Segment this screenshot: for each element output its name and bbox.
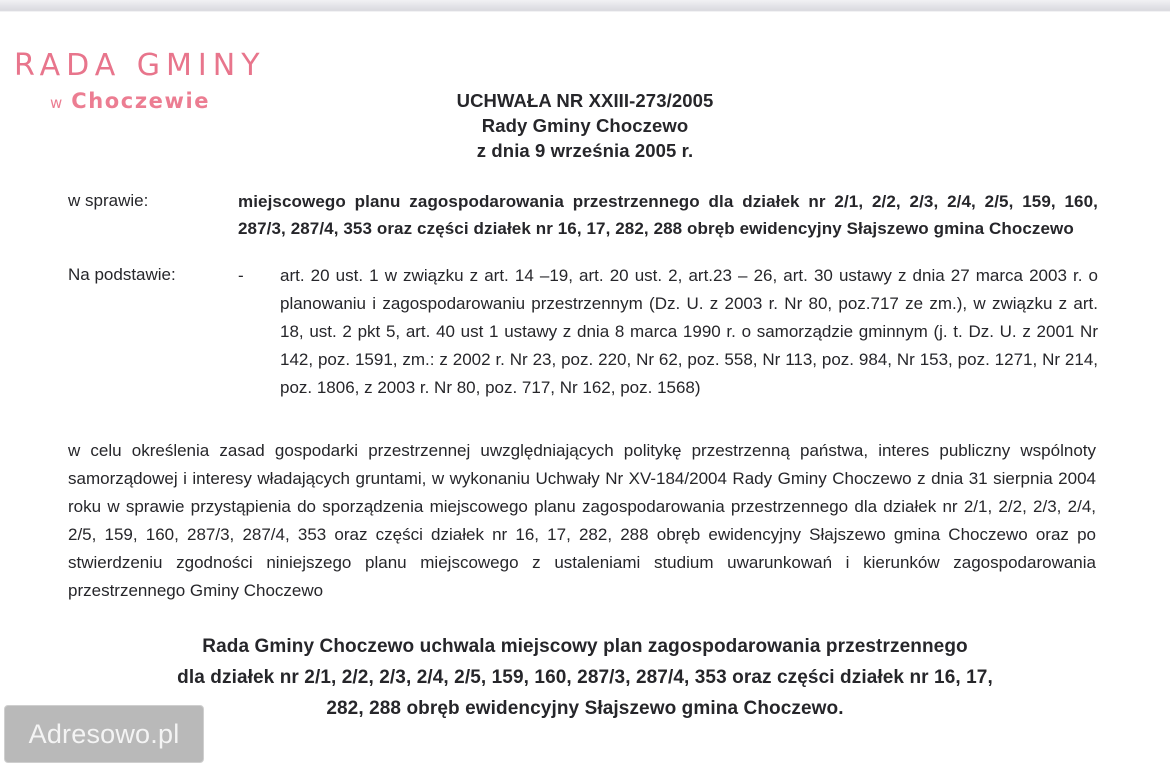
watermark-label: Adresowo.pl xyxy=(28,718,180,749)
title-resolution-number: UCHWAŁA NR XXIII-273/2005 xyxy=(456,90,714,111)
enactment-line-1: Rada Gminy Choczewo uchwala miejscowy plan zagospodarowania przestrzennego xyxy=(202,636,968,657)
letterhead-locality-name: Choczewie xyxy=(71,89,211,113)
adresowo-watermark-badge xyxy=(4,705,204,763)
legal-basis-text: art. 20 ust. 1 w związku z art. 14 –19, art. 20 ust. 2, art.23 – 26, art. 30 ustawy z dnia 27 marca 2003 r. o planowaniu i zagospodarowaniu przestrzennym (Dz. U. z 2003 r. Nr 80, poz.717 ze zm.), w związku z art. 18, ust. 2 pkt 5, art. 40 ust 1 ustawy z dnia 8 marca 1990 r. o samorządzie gminnym (j. t. Dz. U. z 2001 Nr 142, poz. 1591, zm.: z 2002 r. Nr 23, poz. 220, Nr 62, poz. 558, Nr 113, poz. 984, Nr 153, poz. 1271, Nr 214, poz. 1806, z 2003 r. Nr 80, poz. 717, Nr 162, poz. 1568) xyxy=(280,266,1098,397)
legal-basis-block xyxy=(68,262,1098,402)
letterhead-organisation: RADA GMINY xyxy=(14,48,266,83)
enactment-line-2: dla działek nr 2/1, 2/2, 2/3, 2/4, 2/5, 159, 160, 287/3, 287/4, 353 oraz części działek nr 16, 17, xyxy=(177,667,993,688)
title-date: z dnia 9 września 2005 r. xyxy=(476,140,694,161)
title-authority: Rady Gminy Choczewo xyxy=(481,115,689,136)
legal-basis-bullet-dash: - xyxy=(238,266,244,285)
letterhead-locality-prefix: w xyxy=(50,94,63,112)
subject-block xyxy=(68,188,1098,242)
legal-basis-text-wrapper xyxy=(238,262,1098,402)
council-letterhead-stamp xyxy=(14,48,334,113)
letterhead-locality xyxy=(50,89,334,113)
document-title xyxy=(300,88,870,163)
subject-label: w sprawie: xyxy=(68,191,149,210)
subject-text: miejscowego planu zagospodarowania przestrzennego dla działek nr 2/1, 2/2, 2/3, 2/4, 2/5, 159, 160, 287/3, 287/4, 353 oraz części działek nr 16, 17, 282, 288 obręb ewidencyjny Słajszewo gmina Choczewo xyxy=(238,192,1098,238)
enactment-clause xyxy=(85,631,1085,724)
enactment-line-3: 282, 288 obręb ewidencyjny Słajszewo gmina Choczewo. xyxy=(326,698,844,719)
purpose-paragraph: w celu określenia zasad gospodarki przestrzennej uwzględniających politykę przestrzenną państwa, interes publiczny wspólnoty samorządowej i interesy władających gruntami, w wykonaniu Uchwały Nr XV-184/2004 Rady Gminy Choczewo z dnia 31 sierpnia 2004 roku w sprawie przystąpienia do sporządzenia miejscowego planu zagospodarowania przestrzennego dla działek nr 2/1, 2/2, 2/3, 2/4, 2/5, 159, 160, 287/3, 287/4, 353 oraz części działek nr 16, 17, 282, 288 obręb ewidencyjny Słajszewo gmina Choczewo oraz po stwierdzeniu zgodności niniejszego planu miejscowego z ustaleniami studium uwarunkowań i kierunków zagospodarowania przestrzennego Gminy Choczewo xyxy=(68,441,1096,600)
legal-basis-label: Na podstawie: xyxy=(68,265,176,284)
